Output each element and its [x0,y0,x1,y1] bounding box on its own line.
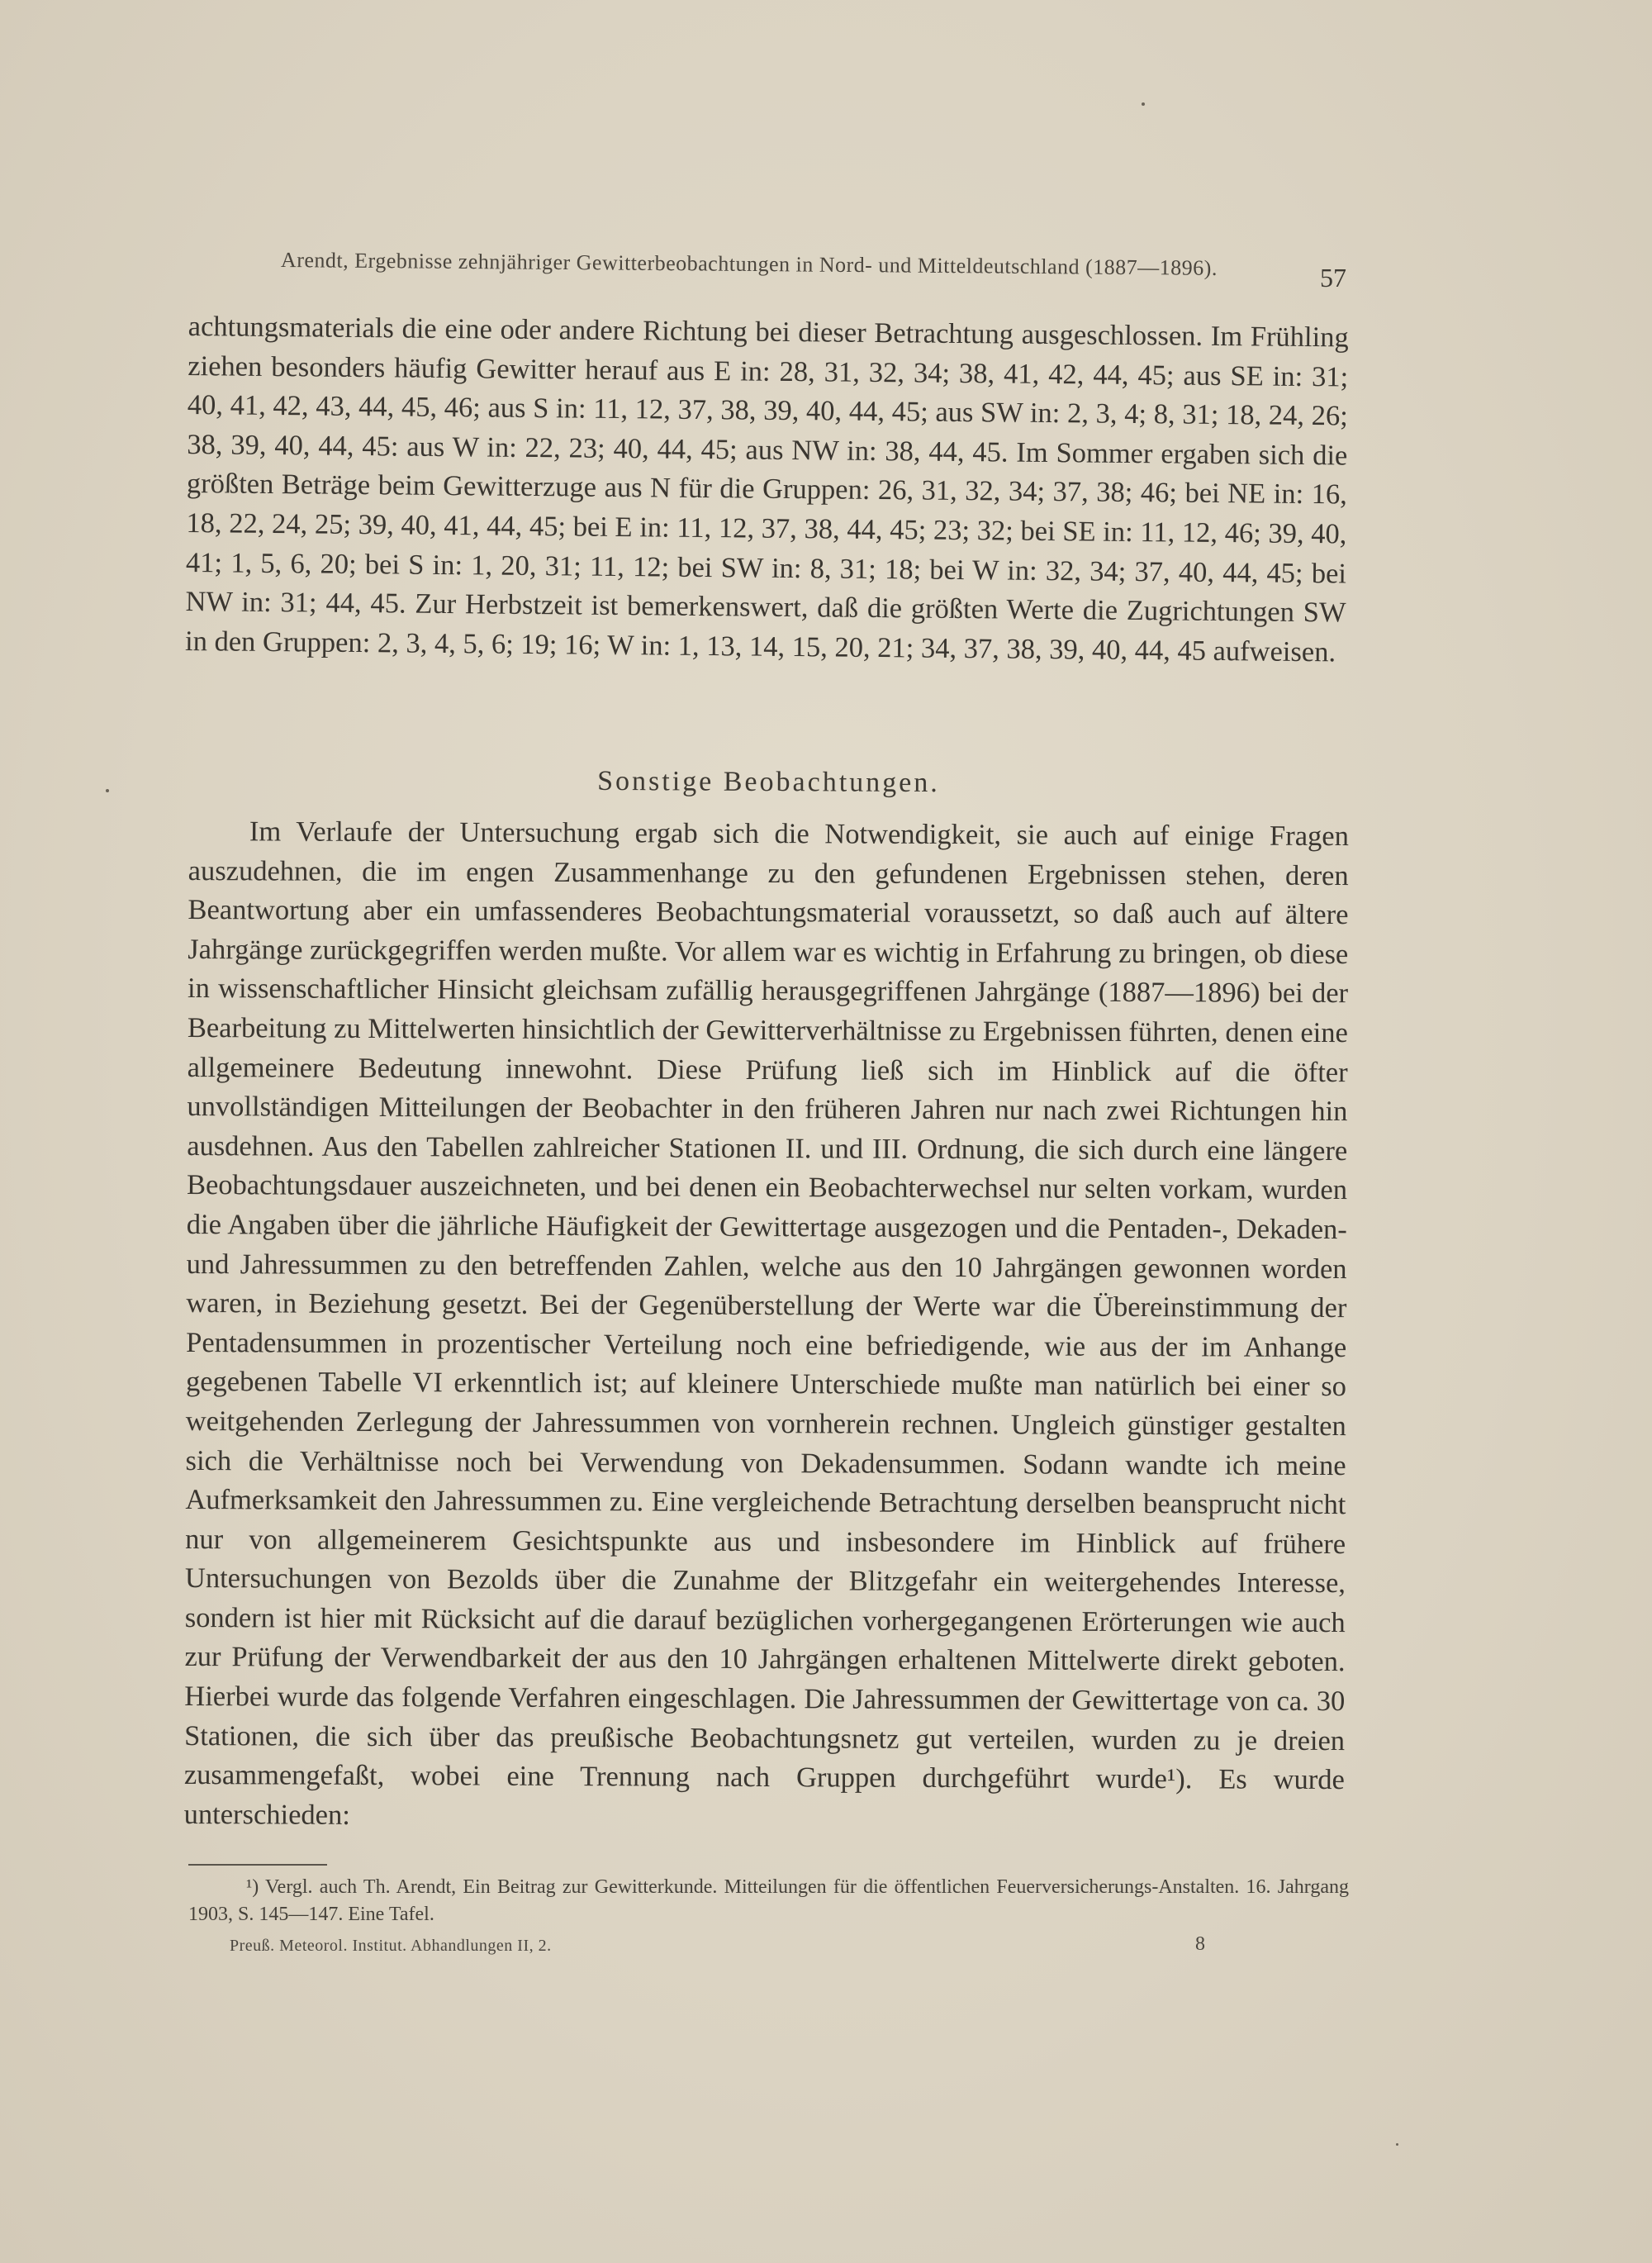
page-number: 57 [1320,263,1346,292]
paragraph-top: achtungsmaterials die eine oder andere Richtung bei dieser Betrachtung ausgeschlossen. Im Frühling ziehen besonders häufig Gewitter herauf aus E in: 28, 31, 32, 34; 38, 41, 42, 44, 45; aus SE in: 31; 40, 41, 42, 43, 44, 45, 46; aus S in: 11, 12, 37, 38, 39, 40, 44, 45; aus SW in: 2, 3, 4; 8, 31; 18, 24, 26; 38, 39, 40, 44, 45: aus W in: 22, 23; 40, 44, 45; aus NW in: 38, 44, 45. Im Sommer ergaben sich die größten Beträge beim Gewitterzuge aus N für die Gruppen: 26, 31, 32, 34; 37, 38; 46; bei NE in: 16, 18, 22, 24, 25; 39, 40, 41, 44, 45; bei E in: 11, 12, 37, 38, 44, 45; 23; 32; bei SE in: 11, 12, 46; 39, 40, 41; 1, 5, 6, 20; bei S in: 1, 20, 31; 11, 12; bei SW in: 8, 31; 18; bei W in: 32, 34; 37, 40, 44, 45; bei NW in: 31; 44, 45. Zur Herbstzeit ist bemerkenswert, daß die größten Werte die Zugrichtungen SW in den Gruppen: 2, 3, 4, 5, 6; 19; 16; W in: 1, 13, 14, 15, 20, 21; 34, 37, 38, 39, 40, 44, 45 aufweisen. [184,310,1349,668]
paper-speck [106,789,109,792]
paper-speck [1142,102,1145,106]
section-heading: Sonstige Beobachtungen. [597,765,940,799]
sheet-signature-number: 8 [1195,1933,1205,1955]
footnote: ¹) Vergl. auch Th. Arendt, Ein Beitrag zur Gewitterkunde. Mitteilungen für die öffentlichen Feuerversicherungs-Anstalten. 16. Jahrgang 1903, S. 145—147. Eine Tafel. [188,1876,1349,1925]
footnote-rule [188,1864,327,1866]
signature-mark: Preuß. Meteorol. Institut. Abhandlungen II, 2. [230,1937,552,1955]
paper-speck [1396,2143,1398,2146]
running-head: Arendt, Ergebnisse zehnjähriger Gewitterbeobachtungen in Nord- und Mitteldeutschland (1887—1896). [280,248,1218,280]
paragraph-main: Im Verlaufe der Untersuchung ergab sich die Notwendigkeit, sie auch auf einige Fragen auszudehnen, die im engen Zusammenhange zu den gefundenen Ergebnissen stehen, deren Beantwortung aber ein umfassenderes Beobachtungsmaterial voraussetzt, so daß auch auf ältere Jahrgänge zurückgegriffen werden mußte. Vor allem war es wichtig in Erfahrung zu bringen, ob diese in wissenschaftlicher Hinsicht gleichsam zufällig herausgegriffenen Jahrgänge (1887—1896) bei der Bearbeitung zu Mittelwerten hinsichtlich der Gewitterverhältnisse zu Ergebnissen führten, denen eine allgemeinere Bedeutung innewohnt. Diese Prüfung ließ sich im Hinblick auf die öfter unvollständigen Mitteilungen der Beobachter in den früheren Jahren nur nach zwei Richtungen hin ausdehnen. Aus den Tabellen zahlreicher Stationen II. und III. Ordnung, die sich durch eine längere Beobachtungsdauer auszeichneten, und bei denen ein Beobachterwechsel nur selten vorkam, wurden die Angaben über die jährliche Häufigkeit der Gewittertage ausgezogen und die Pentaden-, Dekaden- und Jahressummen zu den betreffenden Zahlen, welche aus den 10 Jahrgängen gewonnen worden waren, in Beziehung gesetzt. Bei der Gegenüberstellung der Werte war die Übereinstimmung der Pentadensummen in prozentischer Verteilung noch eine befriedigende, wie aus der im Anhange gegebenen Tabelle VI erkenntlich ist; auf kleinere Unterschiede mußte man natürlich bei einer so weitgehenden Zerlegung der Jahressummen von vornherein rechnen. Ungleich günstiger gestalten sich die Verhältnisse noch bei Verwendung von Dekadensummen. Sodann wandte ich meine Aufmerksamkeit den Jahressummen zu. Eine vergleichende Betrachtung derselben beansprucht nicht nur von allgemeinerem Gesichtspunkte aus und insbesondere im Hinblick auf frühere Untersuchungen von Bezolds über die Zunahme der Blitzgefahr ein weitergehendes Interesse, sondern ist hier mit Rücksicht auf die darauf bezüglichen vorhergegangenen Erörterungen wie auch zur Prüfung der Verwendbarkeit der aus den 10 Jahrgängen erhaltenen Mittelwerte direkt geboten. Hierbei wurde das folgende Verfahren eingeschlagen. Die Jahressummen der Gewittertage von ca. 30 Stationen, die sich über das preußische Beobachtungsnetz gut verteilen, wurden zu je dreien zusammengefaßt, wobei eine Trennung nach Gruppen durchgeführt wurde¹). Es wurde unterschieden: [183,815,1349,1831]
